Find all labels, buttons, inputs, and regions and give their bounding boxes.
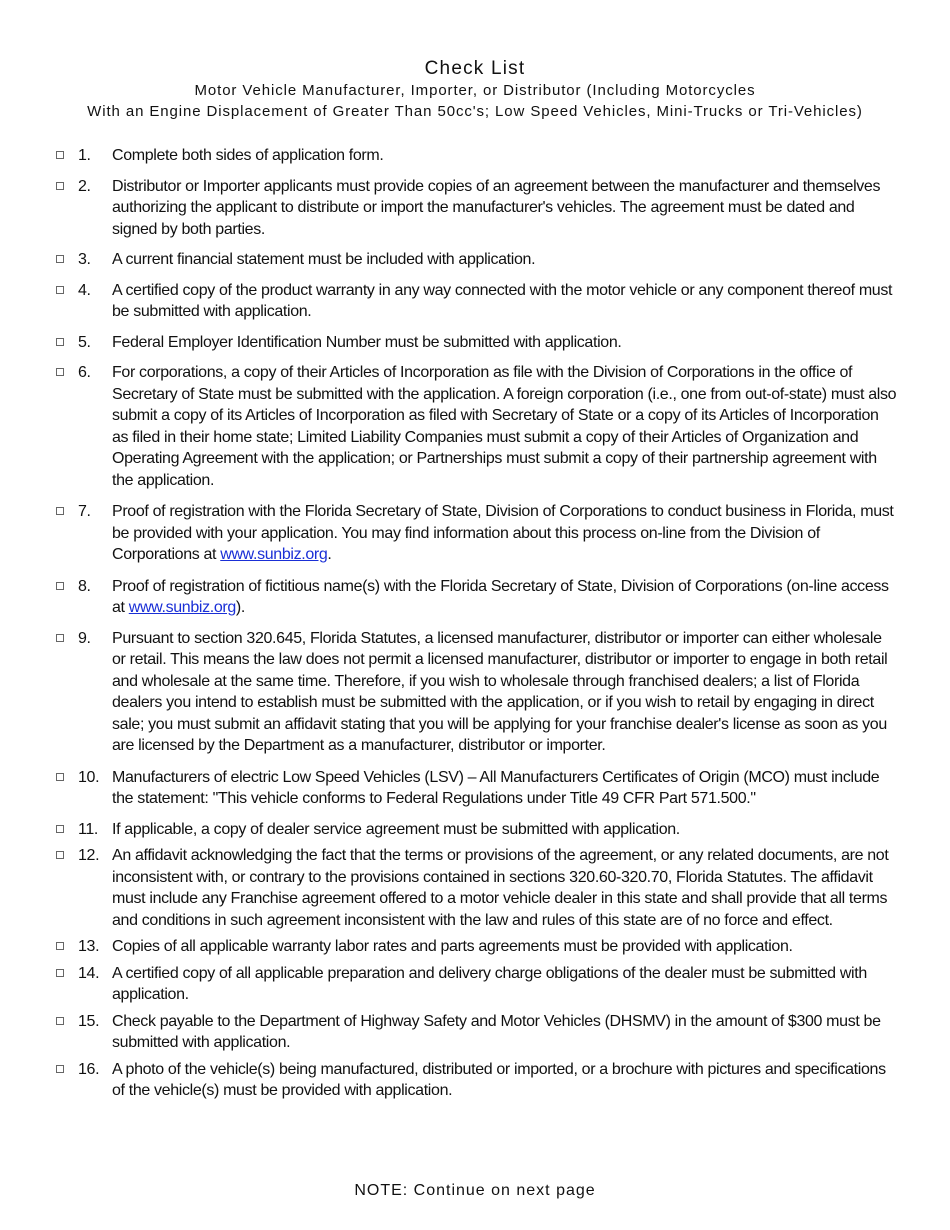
item-number: 5. [78,333,91,351]
checklist-item-4 [52,280,897,323]
checklist-item-12 [52,845,897,931]
checklist-item-15 [52,1011,897,1054]
item-text [112,576,897,619]
checkbox[interactable] [56,825,64,833]
checklist-item-14 [52,963,897,1006]
item-number: 16. [78,1060,100,1078]
item-text-part: . [327,546,332,563]
checkbox[interactable] [56,286,64,294]
checkbox[interactable] [56,582,64,590]
item-text: An affidavit acknowledging the fact that the terms or provisions of the agreement, or any related documents, are not inconsistent with, or contrary to the provisions contained in sections 320.60-320.70, Florida Statutes. The affidavit must include any Franchise agreement offered to a motor vehicle dealer in this state and shall provide that all terms and conditions in such agreement inconsistent with the law and rules of this state are of no force and effect. [112,847,889,929]
item-text: A photo of the vehicle(s) being manufactured, distributed or imported, or a brochure with pictures and specifications of the vehicle(s) must be provided with application. [112,1060,886,1099]
item-number: 9. [78,629,91,647]
item-number: 7. [78,503,91,520]
checklist-item-3 [52,249,897,271]
checklist-item-2 [52,176,897,241]
item-text: A certified copy of the product warranty in any way connected with the motor vehicle or any component thereof must be submitted with application. [112,281,893,320]
subtitle-line-1: Motor Vehicle Manufacturer, Importer, or Distributor (Including Motorcycles [194,82,756,99]
item-text-part: ). [235,599,245,616]
checkbox[interactable] [56,338,64,346]
item-text: If applicable, a copy of dealer service agreement must be submitted with application. [112,820,680,838]
continue-note: NOTE: Continue on next page [354,1182,596,1199]
item-text: For corporations, a copy of their Articles of Incorporation as file with the Division of Corporations in the office of Secretary of State must be submitted with the application. A foreign corporation (i.e., one from out-of-state) must also submit a copy of its Articles of Incorporation as filed with Secretary of State or a copy of its Articles of Incorporation as filed in their home state; Limited Liability Companies must submit a copy of their Articles of Organization and Operating Agreement with the application; or Partnerships must submit a copy of their partnership agreement with the application. [112,364,897,489]
item-number: 15. [78,1012,100,1030]
item-number: 4. [78,281,91,299]
item-number: 14. [78,964,100,982]
checklist [52,145,897,1102]
checkbox[interactable] [56,634,64,642]
checkbox[interactable] [56,368,64,376]
item-text: Copies of all applicable warranty labor rates and parts agreements must be provided with application. [112,938,793,955]
checkbox[interactable] [56,969,64,977]
checkbox[interactable] [56,1017,64,1025]
item-number: 11. [78,820,99,838]
checklist-item-11 [52,819,897,841]
checkbox[interactable] [56,182,64,190]
item-text-part: Proof of registration with the Florida Secretary of State, Division of Corporations to conduct business in Florida, must be provided with your application. You may find information about this process on-line from the Division of Corporations at [112,503,894,563]
header [0,58,950,122]
item-text-part: Proof of registration of fictitious name(s) with the Florida Secretary of State, Division of Corporations (on-line access at [112,577,889,616]
page-title: Check List [424,58,526,79]
checkbox[interactable] [56,255,64,263]
checkbox[interactable] [56,507,64,515]
item-number: 12. [78,847,100,864]
item-number: 13. [78,938,100,955]
checkbox[interactable] [56,773,64,781]
item-text [112,501,897,566]
item-number: 6. [78,364,91,381]
item-number: 10. [78,768,100,786]
item-number: 1. [78,147,91,164]
checklist-item-6 [52,362,897,491]
item-text: A current financial statement must be included with application. [112,251,536,268]
checkbox[interactable] [56,1065,64,1073]
item-text: Complete both sides of application form. [112,147,384,164]
checklist-item-9 [52,628,897,757]
checkbox[interactable] [56,942,64,950]
subtitle-line-2: With an Engine Displacement of Greater Than 50cc's; Low Speed Vehicles, Mini-Trucks or Tri-Vehicles) [87,103,863,120]
checklist-item-8 [52,576,897,619]
item-text: Federal Employer Identification Number must be submitted with application. [112,333,622,351]
item-text: Pursuant to section 320.645, Florida Statutes, a licensed manufacturer, distributor or importer can either wholesale or retail. This means the law does not permit a licensed manufacturer, distributor or importer to engage in both retail and wholesale at the same time. Therefore, if you wish to wholesale through franchised dealers; a list of Florida dealers you intend to establish must be submitted with the application, or if you wish to retail by engaging in direct sale; you must submit an affidavit stating that you will be applying for your franchise dealer's license as soon as you are licensed by the Department as a manufacturer, distributor or importer. [112,629,888,754]
sunbiz-link[interactable]: www.sunbiz.org [220,546,328,563]
checklist-item-16 [52,1059,897,1102]
checklist-item-5 [52,332,897,354]
item-number: 8. [78,577,91,595]
item-number: 3. [78,251,91,268]
item-number: 2. [78,177,91,195]
checklist-item-7 [52,501,897,566]
item-text: Check payable to the Department of Highway Safety and Motor Vehicles (DHSMV) in the amount of $300 must be submitted with application. [112,1012,881,1051]
checklist-item-10 [52,767,897,810]
item-text: Manufacturers of electric Low Speed Vehicles (LSV) – All Manufacturers Certificates of Origin (MCO) must include the statement: "This vehicle conforms to Federal Regulations under Title 49 CFR Part 571.500." [112,768,880,807]
sunbiz-link[interactable]: www.sunbiz.org [128,599,236,616]
checklist-item-1 [52,145,897,167]
item-text: A certified copy of all applicable preparation and delivery charge obligations of the dealer must be submitted with application. [112,964,867,1003]
item-text: Distributor or Importer applicants must provide copies of an agreement between the manufacturer and themselves authorizing the applicant to distribute or import the manufacturer's vehicles. The agreement must be dated and signed by both parties. [112,177,881,238]
checkbox[interactable] [56,851,64,859]
checklist-item-13 [52,936,897,958]
checkbox[interactable] [56,151,64,159]
